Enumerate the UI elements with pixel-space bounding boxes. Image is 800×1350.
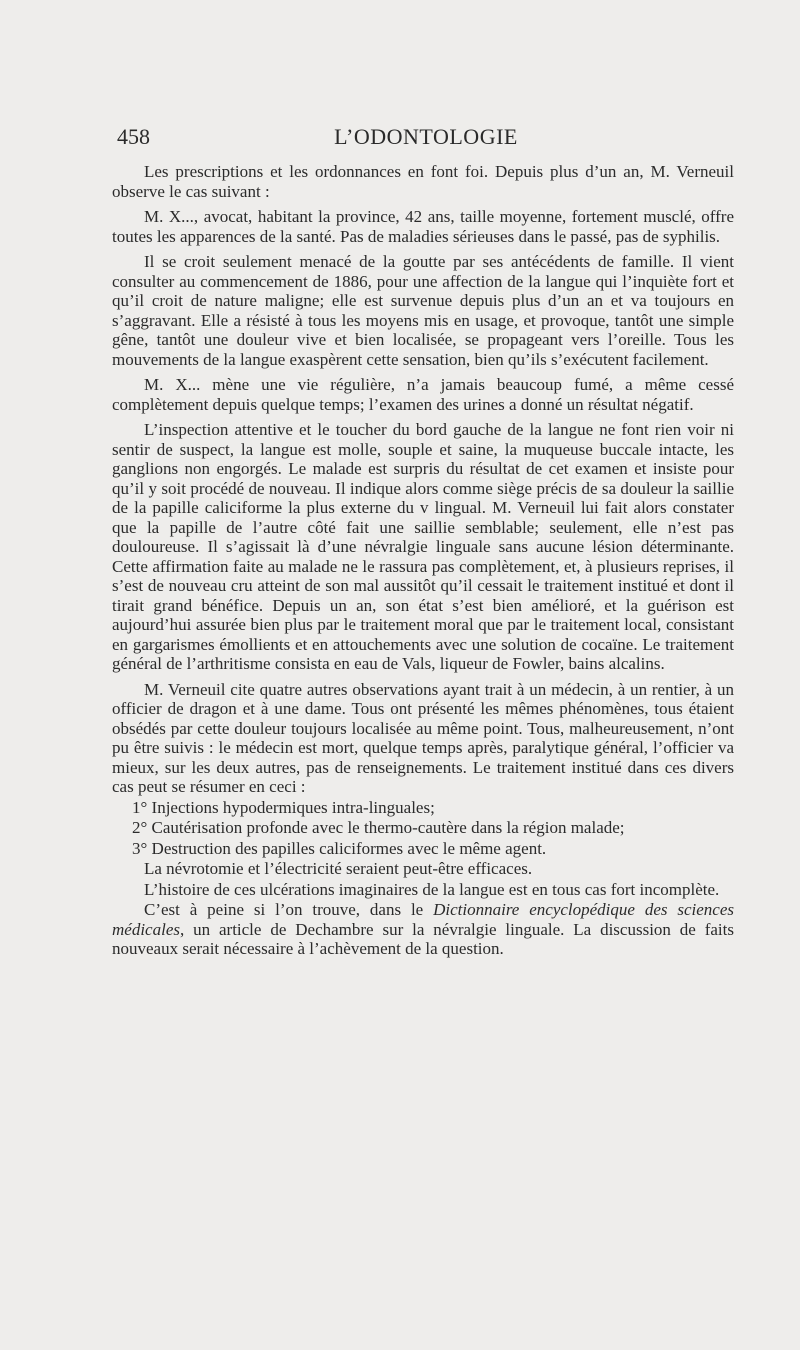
text-run: C’est à peine si l’on trouve, dans le — [144, 900, 434, 919]
list-item: 1° Injections hypodermiques intra-linguales; — [132, 797, 435, 817]
paragraph: M. Verneuil cite quatre autres observations ayant trait à un médecin, à un rentier, à un officier de dragon et à une dame. Tous ont présenté les mêmes phénomènes, tous étaient obsédés par cette douleur toujours localisée au même point. Tous, malheureusement, n’ont pu être suivis : le médecin est mort, quelque temps après, paralytique général, l’officier va mieux, sur les deux autres, pas de renseignements. Le traitement institué dans ces divers cas peut se résumer en ceci : — [112, 679, 734, 796]
list-item: 3° Destruction des papilles caliciformes avec le même agent. — [132, 838, 547, 858]
paragraph: M. X..., avocat, habitant la province, 42 ans, taille moyenne, fortement musclé, offre toutes les apparences de la santé. Pas de maladies sérieuses dans le passé, pas de syphilis. — [112, 207, 734, 246]
paragraph: L’inspection attentive et le toucher du bord gauche de la langue ne font rien voir ni sentir de suspect, la langue est molle, souple et saine, la muqueuse buccale intacte, les ganglions non engorgés. Le malade est surpris du résultat de cet examen et insiste pour qu’il y soit procédé de nouveau. Il indique alors comme siège précis de sa douleur la saillie de la papille caliciforme la plus externe du v lingual. M. Verneuil lui fait alors constater que la papille de l’autre côté fait une saillie semblable; seulement, elle n’est pas douloureuse. Il s’agissait là d’une névralgie linguale sans aucune lésion déterminante. Cette affirmation faite au malade ne le rassura pas complètement, et, à plusieurs reprises, il s’est de nouveau cru atteint de son mal aussitôt qu’il cessait le traitement institué et dont il tirait grand bénéfice. Depuis un an, son état s’est bien amélioré, et la guérison est aujourd’hui assurée bien plus par le traitement moral que par le traitement local, consistant en gargarismes émollients et en attouchements avec une solution de cocaïne. Le traitement général de l’arthritisme consista en eau de Vals, liqueur de Fowler, bains alcalins. — [112, 420, 734, 673]
article-body — [112, 162, 734, 960]
paragraph: M. X... mène une vie régulière, n’a jamais beaucoup fumé, a même cessé complètement depuis quelque temps; l’examen des urines a donné un résultat négatif. — [112, 375, 734, 414]
closing-paragraph — [112, 900, 734, 959]
page-header — [117, 124, 735, 152]
paragraph: Les prescriptions et les ordonnances en font foi. Depuis plus d’un an, M. Verneuil observe le cas suivant : — [112, 162, 734, 201]
list-item: 2° Cautérisation profonde avec le thermo-cautère dans la région malade; — [132, 818, 625, 837]
page-number: 458 — [117, 124, 150, 149]
paragraph: L’histoire de ces ulcérations imaginaires de la langue est en tous cas fort incomplète. — [144, 879, 720, 899]
paragraph: Il se croit seulement menacé de la goutte par ses antécédents de famille. Il vient consulter au commencement de 1886, pour une affection de la langue qui l’inquiète fort et qu’il croit de nature maligne; elle est survenue depuis plus d’un an et va toujours en s’aggravant. Elle a résisté à tous les moyens mis en usage, et provoque, tantôt une simple gêne, tantôt une douleur vive et bien localisée, se propageant vers l’oreille. Tous les mouvements de la langue exaspèrent cette sensation, bien qu’ils s’exécutent facilement. — [112, 252, 734, 369]
cited-work-title: Dictionnaire encyclopédique des sciences médicales — [112, 900, 735, 939]
running-title: L’ODONTOLOGIE — [334, 124, 518, 149]
paragraph: La névrotomie et l’électricité seraient peut-être efficaces. — [144, 859, 533, 878]
text-run: , un article de Dechambre sur la névralgie linguale. La discussion de faits nouveaux serait nécessaire à l’achèvement de la question. — [112, 919, 734, 958]
